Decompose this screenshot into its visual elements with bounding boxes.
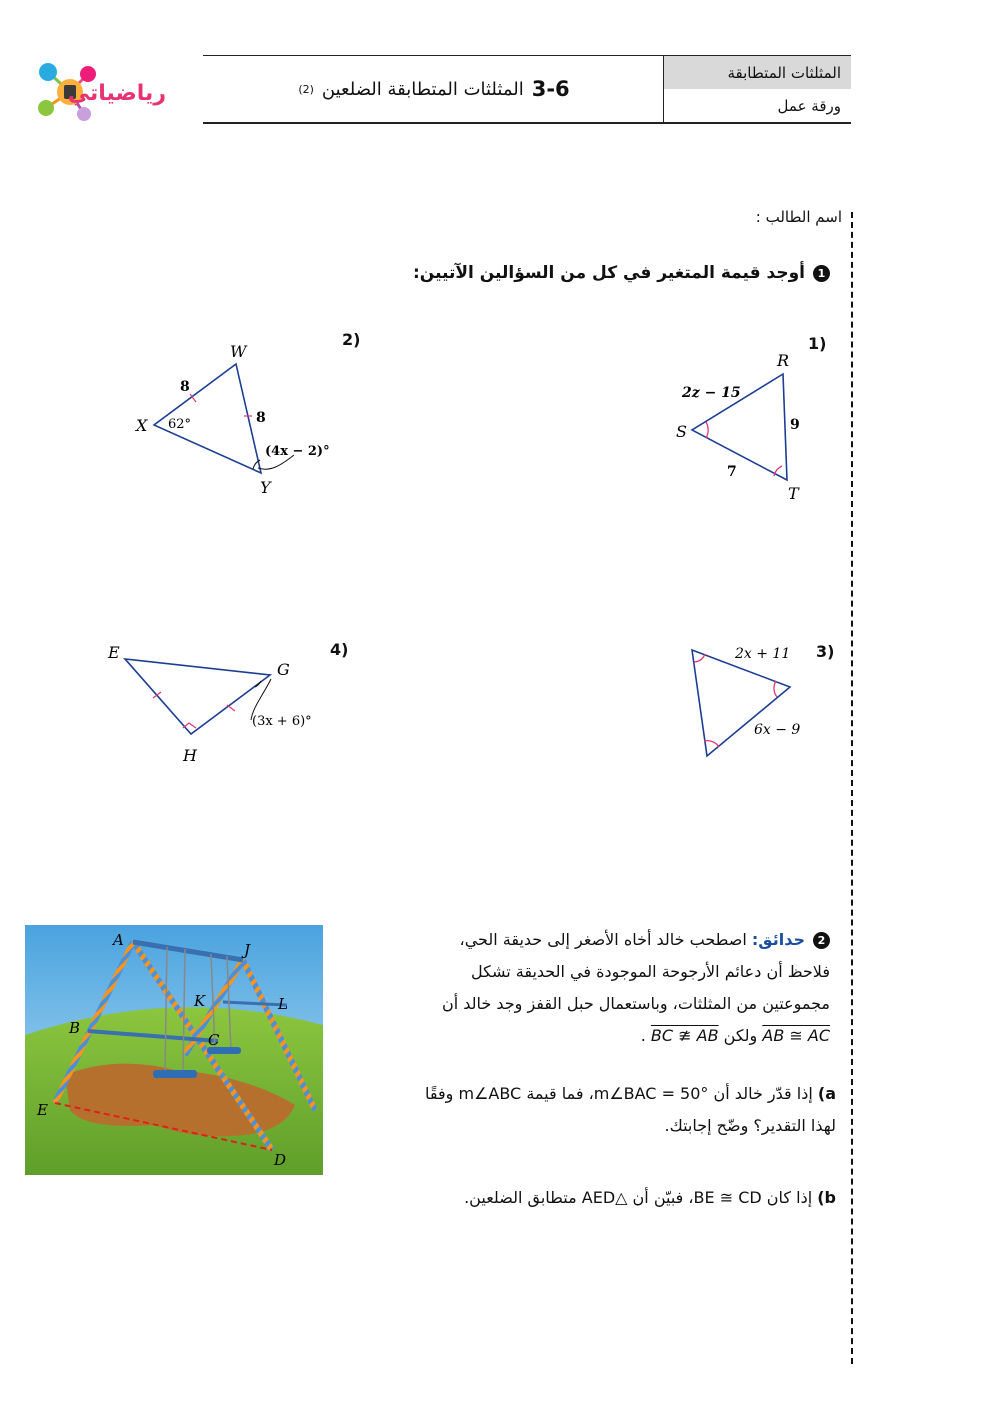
point-e: E	[37, 1101, 48, 1119]
logo-text: رياضياتي	[67, 81, 166, 106]
part-a-text-1: إذا قدّر خالد أن m∠BAC = 50°، فما قيمة m∠ABC وفقًا	[425, 1084, 813, 1103]
side-st-label: 7	[727, 464, 737, 480]
question-2-line-3: مجموعتين من المثلثات، وباستعمال حبل القفز وجد خالد أن	[441, 994, 830, 1013]
question-2-line-4: AB ≅ AC ولكن BC ≇ AB .	[640, 1026, 830, 1045]
point-k: K	[194, 992, 206, 1010]
point-c: C	[208, 1031, 220, 1049]
problem-2-label: 2)	[342, 330, 361, 349]
problem-1-label: 1)	[808, 334, 827, 353]
vertex-r: R	[777, 351, 790, 370]
point-a: A	[113, 931, 124, 949]
vertex-x: X	[136, 416, 148, 435]
side-sr-label: 2z − 15	[682, 385, 741, 401]
vertex-y: Y	[260, 478, 271, 497]
triangle-problem3-figure	[680, 635, 820, 765]
part-a-line-2: لهذا التقدير؟ وضّح إجابتك.	[664, 1116, 836, 1135]
header-bottom-rule	[203, 122, 851, 124]
point-j: J	[244, 941, 251, 959]
logo	[30, 58, 180, 126]
part-a-label: a)	[817, 1084, 836, 1103]
vertex-w: W	[230, 342, 247, 361]
congruence-connector: ولكن	[723, 1026, 758, 1045]
lesson-title-block	[205, 56, 663, 122]
problem-3-label: 3)	[816, 642, 835, 661]
question-1-prompt	[413, 263, 830, 283]
point-d: D	[274, 1151, 287, 1169]
side-rt-label: 9	[790, 417, 800, 433]
logo-graphic	[30, 58, 180, 126]
question-2-line-2: فلاحظ أن دعائم الأرجوحة الموجودة في الحديقة تشكل	[471, 962, 830, 981]
non-congruence-bc-ab: BC ≇ AB	[650, 1026, 719, 1045]
side-top-label: 2x + 11	[735, 646, 791, 662]
lesson-title: المثلثات المتطابقة الضلعين	[321, 78, 524, 100]
question-1-number: 1	[813, 265, 830, 282]
side-bottom-label: 6x − 9	[754, 722, 801, 738]
part-a	[356, 1078, 836, 1142]
angle-x-label: 62°	[168, 417, 192, 432]
question-2-keyword: حدائق:	[751, 930, 805, 949]
question-2-text	[340, 924, 830, 1052]
question-1-text: أوجد قيمة المتغير في كل من السؤالين الآتيين:	[412, 263, 805, 283]
vertex-g: G	[277, 660, 290, 679]
side-wy-label: 8	[256, 410, 266, 426]
swing-set-picture	[25, 925, 323, 1175]
part-a-line-1	[356, 1078, 836, 1110]
vertex-h: H	[183, 746, 197, 765]
question-2-number: 2	[813, 932, 830, 949]
triangle-egh-figure	[95, 635, 335, 770]
vertex-s: S	[676, 422, 687, 441]
question-2-line-1	[340, 924, 830, 956]
topic-cell: المثلثات المتطابقة	[664, 56, 851, 89]
lesson-number: 3-6	[531, 77, 570, 101]
point-l: L	[278, 995, 288, 1013]
question-2-line-1-text: اصطحب خالد أخاه الأصغر إلى حديقة الحي،	[459, 930, 747, 949]
vertex-e: E	[108, 643, 120, 662]
vertex-t: T	[788, 484, 799, 503]
angle-y-label: (4x − 2)°	[265, 444, 330, 459]
part-b-text: إذا كان BE ≅ CD، فبيّن أن △AED متطابق الضلعين.	[464, 1188, 813, 1207]
part-b-label: b)	[817, 1188, 836, 1207]
side-xw-label: 8	[180, 379, 190, 395]
triangle-wxy-figure	[130, 338, 340, 503]
student-name-label: اسم الطالب :	[755, 208, 842, 226]
margin-dashed-line	[851, 212, 853, 1364]
lesson-part: (2)	[298, 82, 314, 96]
problem-4-label: 4)	[330, 640, 349, 659]
point-b: B	[69, 1019, 81, 1037]
triangle-rst-figure	[660, 340, 820, 510]
congruence-ab-ac: AB ≅ AC	[762, 1026, 830, 1045]
part-b	[356, 1184, 836, 1212]
angle-g-label: (3x + 6)°	[252, 714, 312, 729]
sheet-type-cell: ورقة عمل	[777, 96, 841, 115]
